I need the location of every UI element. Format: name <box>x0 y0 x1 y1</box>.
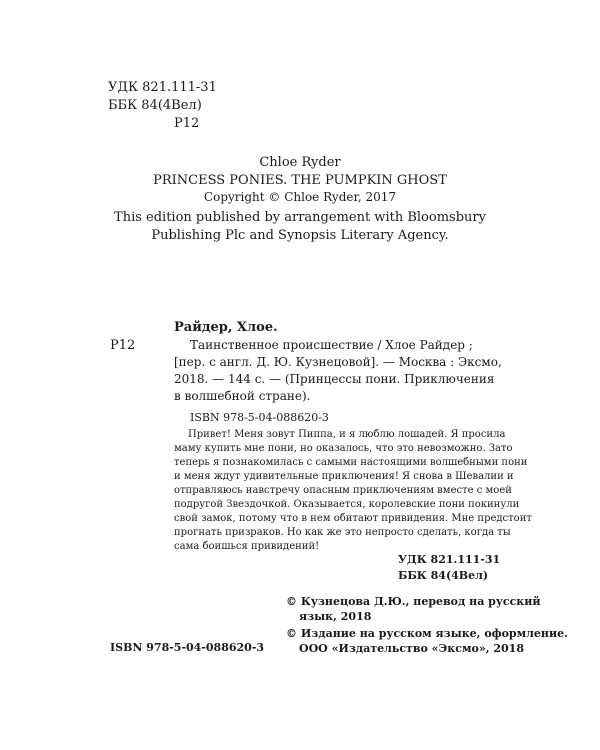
original-author: Chloe Ryder <box>259 155 341 170</box>
catalog-heading: Райдер, Хлое. <box>174 320 278 335</box>
annotation-line: отправляюсь навстречу опасным приключениям вместе с моей <box>174 485 512 496</box>
catalog-description-line-3: 2018. — 144 с. — (Принцессы пони. Приключения <box>174 372 495 386</box>
annotation <box>174 428 532 554</box>
catalog-author-mark: Р12 <box>110 338 136 353</box>
author-mark: Р12 <box>174 116 200 131</box>
edition-note-line-2: Publishing Plc and Synopsis Literary Agency. <box>151 228 449 243</box>
annotation-line: и меня ждут удивительные приключения! Я снова в Шевалии и <box>174 471 514 482</box>
translation-copyright-line: © Кузнецова Д.Ю., перевод на русский <box>286 595 541 608</box>
card-bbk-code: ББК 84(4Вел) <box>398 569 489 582</box>
annotation-line: свой замок, потому что в нем обитают привидения. Мне предстоит <box>174 513 532 524</box>
udk-code: УДК 821.111-31 <box>108 80 217 95</box>
catalog-isbn: ISBN 978-5-04-088620-3 <box>190 411 329 424</box>
annotation-line: маму купить мне пони, но оказалось, что это невозможно. Зато <box>174 443 513 454</box>
publisher-copyright-line: ООО «Издательство «Эксмо», 2018 <box>299 642 524 655</box>
catalog-description-line-2: [пер. с англ. Д. Ю. Кузнецовой]. — Москва : Эксмо, <box>174 355 502 369</box>
annotation-line: прогнать призраков. Но как же это непросто сделать, когда ты <box>174 527 511 538</box>
card-udk-code: УДК 821.111-31 <box>398 553 501 566</box>
publisher-copyright-line: © Издание на русском языке, оформление. <box>286 627 568 640</box>
edition-note-line-1: This edition published by arrangement with Bloomsbury <box>114 210 486 225</box>
annotation-line: теперь я познакомилась с самыми настоящими волшебными пони <box>174 457 528 468</box>
translation-copyright-line: язык, 2018 <box>299 610 372 623</box>
catalog-description-line-4: в волшебной стране). <box>174 389 311 403</box>
publisher-copyright <box>286 626 568 656</box>
original-copyright: Copyright © Chloe Ryder, 2017 <box>203 190 397 204</box>
footer-isbn: ISBN 978-5-04-088620-3 <box>110 641 265 654</box>
translation-copyright <box>286 594 541 624</box>
annotation-line: подругой Звездочкой. Оказывается, королевские пони покинули <box>174 499 520 510</box>
original-title: PRINCESS PONIES. THE PUMPKIN GHOST <box>153 173 447 188</box>
bbk-code: ББК 84(4Вел) <box>108 98 202 113</box>
catalog-description-line-1: Таинственное происшествие / Хлое Райдер ; <box>190 338 473 352</box>
annotation-line: сама боишься привидений! <box>174 541 320 552</box>
annotation-line: Привет! Меня зовут Пиппа, и я люблю лошадей. Я просила <box>188 429 506 440</box>
